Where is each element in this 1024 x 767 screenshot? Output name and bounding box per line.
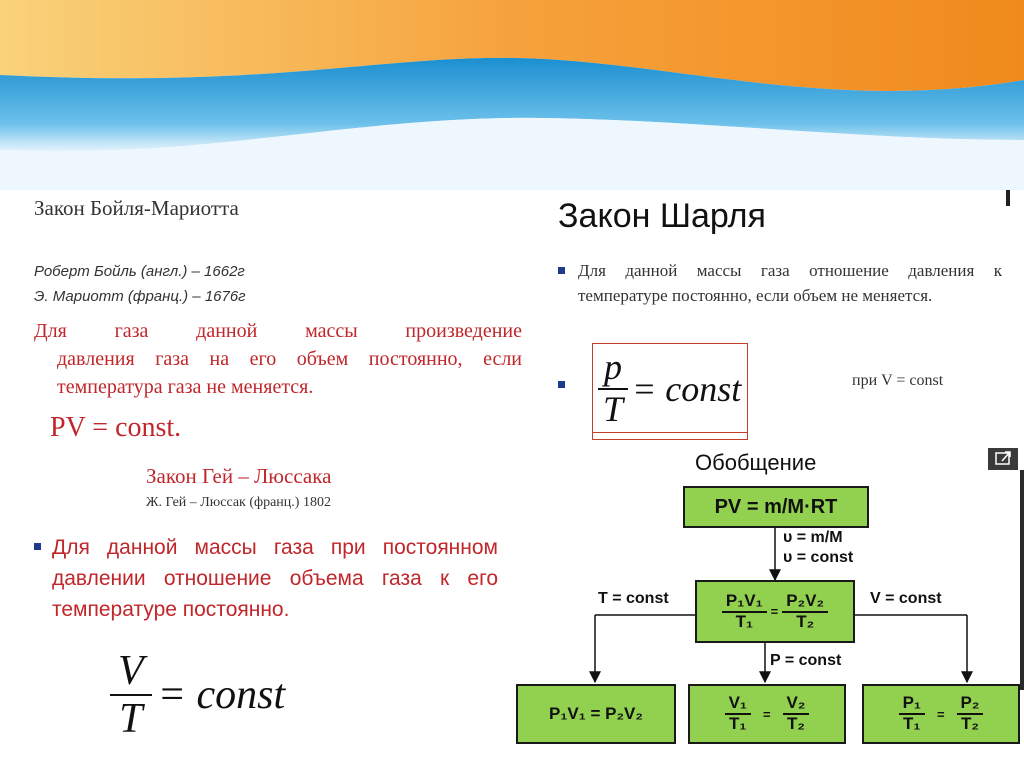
fraction-numerator: V₁	[725, 694, 751, 715]
charles-line-2: температуре постоянно, если объем не меняется.	[578, 286, 933, 305]
formula-rhs: = const	[157, 672, 286, 719]
label-t-const: T = const	[598, 590, 669, 607]
fraction-denominator: T₁	[735, 611, 753, 631]
fraction-denominator: T₁	[903, 714, 921, 733]
charles-title: Закон Шарля	[558, 197, 766, 235]
expand-icon[interactable]	[988, 448, 1018, 470]
formula-numerator: p	[598, 348, 628, 390]
label-v-const: V = const	[870, 590, 942, 607]
charles-law-box	[862, 684, 1020, 744]
boyle-line-2: давления газа на его объем постоянно, если	[57, 348, 522, 370]
boyle-line-3: температура газа не меняется.	[57, 376, 314, 398]
fraction-denominator: T₂	[796, 611, 815, 631]
charles-formula	[598, 348, 741, 429]
fraction-numerator: P₂V₂	[782, 592, 828, 613]
formula-denominator: T	[602, 388, 624, 429]
edge-border	[1020, 470, 1024, 690]
boyle-line-1: Для газа данной массы произведение	[34, 320, 522, 342]
fraction-numerator: P₁V₁	[722, 592, 767, 613]
charles-formula-frame-line	[592, 432, 748, 441]
gaylussac-line-2: давлении отношение объема газа к его	[52, 567, 498, 590]
gaylussac-subtitle: Ж. Гей – Люссак (франц.) 1802	[146, 495, 331, 510]
boyle-title: Закон Бойля-Мариотта	[34, 196, 239, 220]
equals-sign: =	[936, 706, 945, 722]
fraction-numerator: P₂	[957, 694, 984, 715]
bullet-icon	[558, 267, 565, 274]
boyle-author-1: Роберт Бойль (англ.) – 1662г	[34, 263, 245, 280]
equals-sign: =	[762, 706, 771, 722]
equals-sign: =	[770, 604, 779, 619]
bullet-icon	[34, 543, 41, 550]
fraction-numerator: V₂	[783, 694, 810, 715]
fraction-denominator: T₂	[961, 714, 979, 733]
header-wave-banner	[0, 0, 1024, 190]
condition-moles-const: υ = const	[783, 549, 854, 566]
formula-rhs: = const	[632, 368, 742, 409]
gaylussac-title: Закон Гей – Люссака	[146, 464, 332, 488]
fraction-numerator: P₁	[899, 694, 925, 715]
generalization-title: Обобщение	[695, 450, 817, 475]
gaylussac-law-box	[688, 684, 846, 744]
gaylussac-formula	[110, 648, 285, 742]
charles-condition: при V = const	[852, 372, 944, 389]
fraction-denominator: T₂	[787, 714, 805, 733]
formula-numerator: V	[110, 648, 152, 696]
fraction-denominator: T₁	[729, 714, 747, 733]
label-p-const: P = const	[770, 652, 842, 669]
combined-law-box	[695, 580, 855, 643]
charles-line-1: Для данной массы газа отношение давления к	[578, 261, 1002, 280]
edge-mark	[1006, 190, 1010, 206]
formula-denominator: T	[119, 696, 143, 743]
general-equation-box: PV = m/M·RT	[683, 486, 869, 528]
bullet-icon	[558, 381, 565, 388]
boyle-law-box: P₁V₁ = P₂V₂	[516, 684, 676, 744]
boyle-formula: PV = const.	[50, 412, 182, 443]
gaylussac-line-3: температуре постоянно.	[52, 598, 290, 621]
boyle-author-2: Э. Мариотт (франц.) – 1676г	[34, 288, 246, 305]
gaylussac-line-1: Для данной массы газа при постоянном	[52, 536, 498, 559]
condition-moles: υ = m/M	[783, 529, 843, 546]
